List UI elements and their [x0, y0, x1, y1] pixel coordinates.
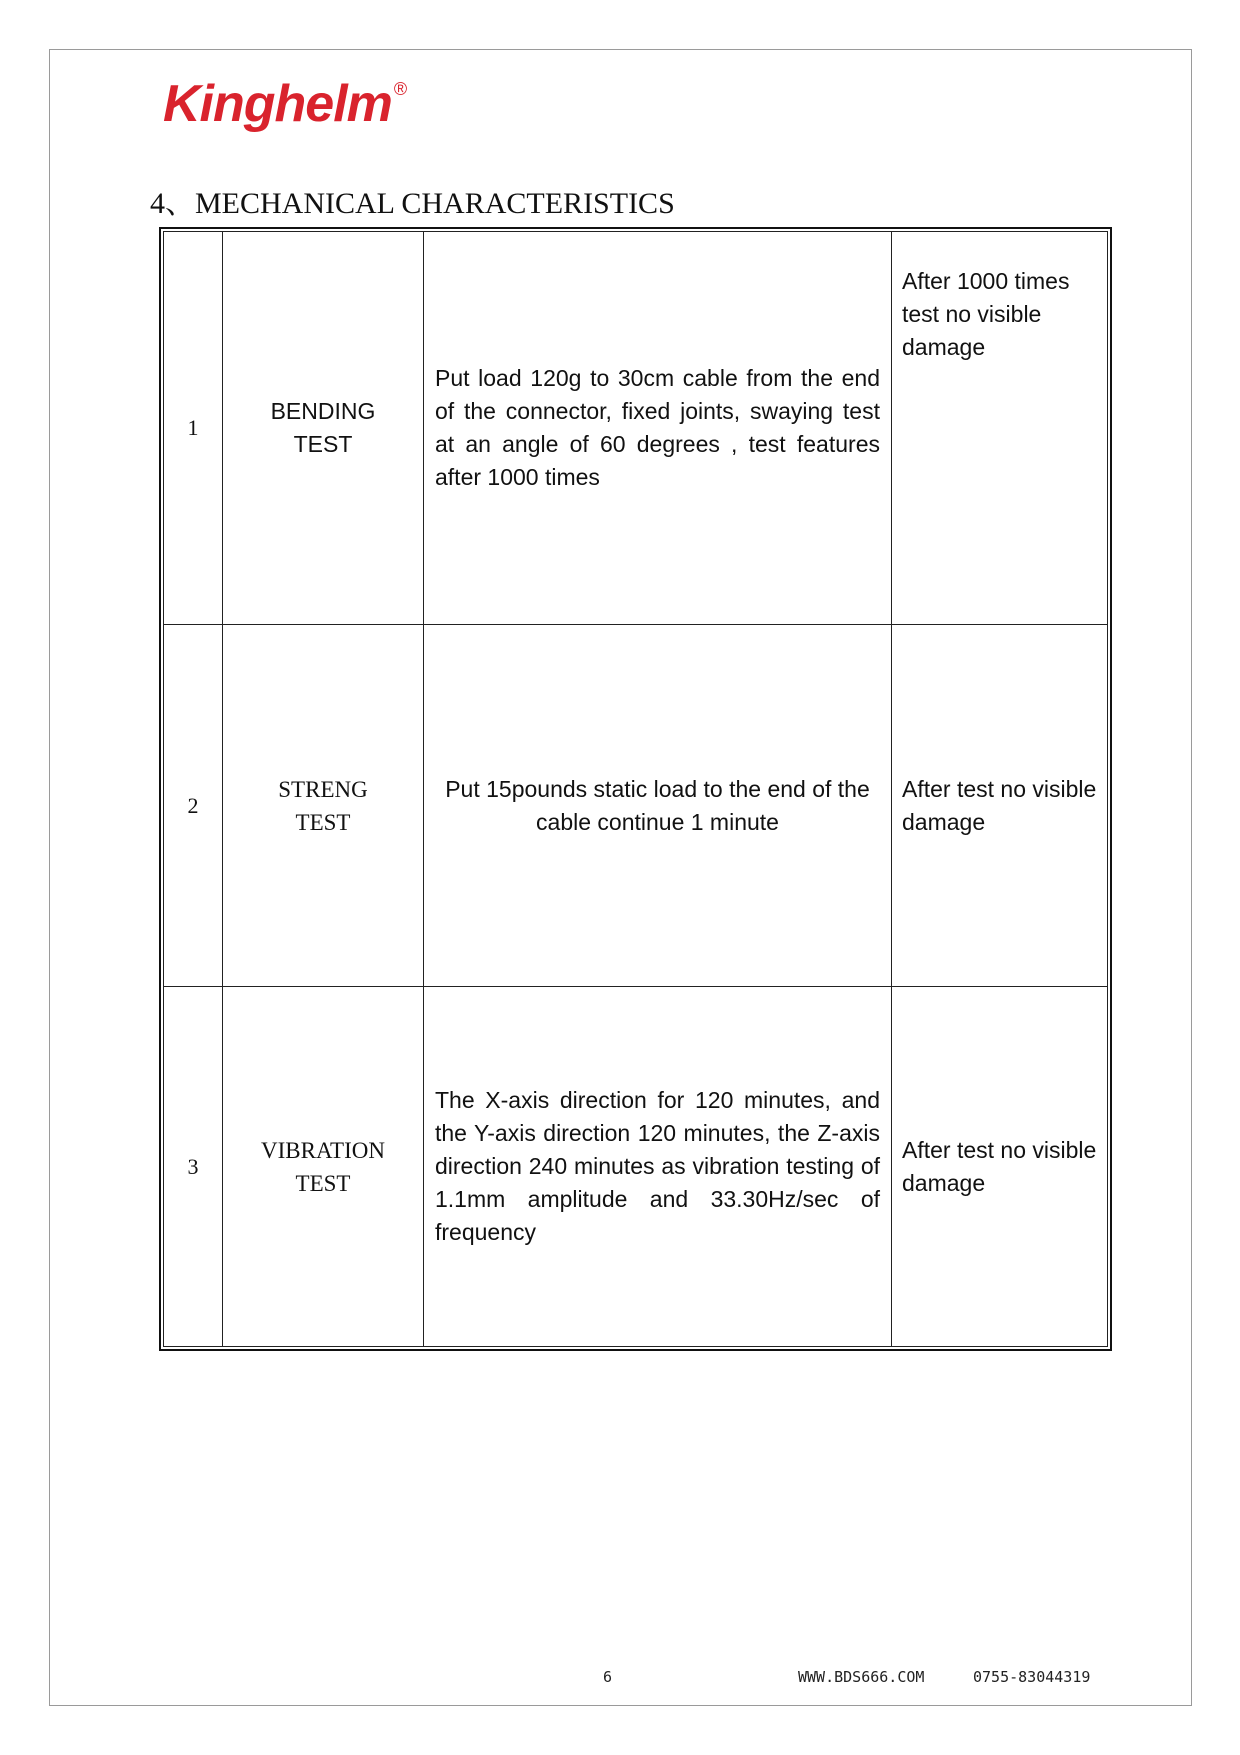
- test-description: Put 15pounds static load to the end of the cable continue 1 minute: [424, 625, 892, 987]
- section-title: 4、MECHANICAL CHARACTERISTICS: [150, 187, 675, 220]
- kinghelm-logo: [163, 75, 407, 133]
- test-name-line2: TEST: [293, 431, 353, 458]
- test-name-line2: TEST: [295, 1170, 351, 1196]
- test-name-line1: BENDING: [270, 398, 376, 425]
- test-name: [223, 987, 424, 1347]
- test-name: [223, 232, 424, 625]
- table-row: [164, 232, 1108, 625]
- test-name-line1: VIBRATION: [261, 1137, 385, 1163]
- registered-mark: ®: [393, 78, 407, 99]
- test-name: [223, 625, 424, 987]
- test-result: After test no visible damage: [892, 987, 1108, 1347]
- footer-website: WWW.BDS666.COM: [798, 1668, 925, 1686]
- test-name-line2: TEST: [295, 809, 351, 835]
- test-description: The X-axis direction for 120 minutes, and the Y-axis direction 120 minutes, the Z-axis direction 240 minutes as vibration testing of 1.1mm amplitude and 33.30Hz/sec of frequency: [424, 987, 892, 1347]
- logo-text: Kinghelm: [163, 75, 392, 133]
- table-row: [164, 625, 1108, 987]
- test-result: After test no visible damage: [892, 625, 1108, 987]
- row-number: 1: [164, 232, 223, 625]
- row-number: 2: [164, 625, 223, 987]
- footer-phone: 0755-83044319: [973, 1668, 1091, 1686]
- mechanical-characteristics-table: [159, 227, 1112, 1351]
- table-row: [164, 987, 1108, 1347]
- test-description: Put load 120g to 30cm cable from the end of the connector, fixed joints, swaying test at an angle of 60 degrees , test features after 1000 times: [424, 232, 892, 625]
- test-name-line1: STRENG: [278, 776, 368, 802]
- row-number: 3: [164, 987, 223, 1347]
- test-result: After 1000 times test no visible damage: [892, 232, 1108, 625]
- page-number: 6: [603, 1668, 613, 1686]
